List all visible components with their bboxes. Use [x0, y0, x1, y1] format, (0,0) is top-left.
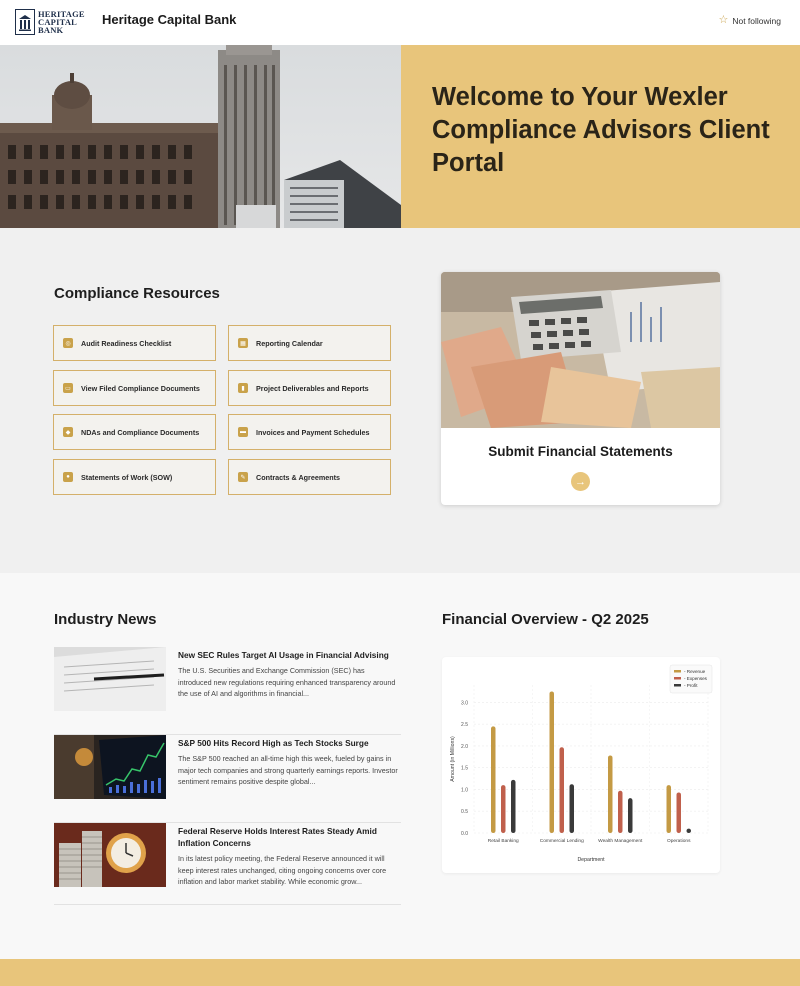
- news-item[interactable]: [54, 823, 401, 905]
- logo-line-1: HERITAGE: [38, 9, 85, 19]
- bar-profit: [570, 784, 575, 833]
- news-item[interactable]: [54, 735, 401, 823]
- news-title: Industry News: [54, 611, 157, 628]
- resource-label: Invoices and Payment Schedules: [256, 427, 370, 437]
- site-title: Heritage Capital Bank: [102, 12, 237, 27]
- legend-label: - Expenses: [684, 676, 707, 681]
- y-tick-label: 3.0: [461, 700, 468, 707]
- logo-wordmark: [38, 10, 85, 34]
- search-doc-icon: ◎: [63, 338, 73, 348]
- compliance-resources-section: [0, 228, 800, 573]
- shield-icon: ◆: [63, 427, 73, 437]
- bar-revenue: [491, 726, 496, 833]
- y-tick-label: 2.5: [461, 722, 468, 729]
- logo-line-2: CAPITAL: [38, 17, 78, 27]
- y-axis-label: Amount (in Millions): [450, 736, 456, 782]
- resource-contracts-and-agreements[interactable]: [228, 459, 391, 495]
- news-item[interactable]: [54, 647, 401, 735]
- financial-overview-chart: [442, 657, 720, 873]
- resource-invoices-and-payment-schedules[interactable]: [228, 414, 391, 450]
- resources-title: Compliance Resources: [54, 285, 220, 302]
- y-tick-label: 1.0: [461, 787, 468, 794]
- calculator-and-money-image: [441, 272, 720, 428]
- legend-swatch: [674, 670, 681, 673]
- bar-profit: [687, 829, 692, 833]
- star-outline-icon: ☆: [718, 14, 729, 26]
- news-headline[interactable]: Federal Reserve Holds Interest Rates Steady Amid Inflation Concerns: [178, 826, 377, 848]
- resource-view-filed-compliance-documents[interactable]: [53, 370, 216, 406]
- resource-label: Contracts & Agreements: [256, 472, 341, 482]
- bank-logo[interactable]: [15, 7, 87, 37]
- bar-revenue: [608, 756, 613, 833]
- x-tick-label: Retail Banking: [487, 839, 519, 844]
- calendar-icon: ▦: [238, 338, 248, 348]
- resource-reporting-calendar[interactable]: [228, 325, 391, 361]
- news-excerpt: The S&P 500 reached an all-time high this week, fueled by gains in major tech companies and strong quarterly earnings reports. Investor sentiment remains positive despite global...: [178, 754, 398, 787]
- resource-label: Project Deliverables and Reports: [256, 383, 369, 393]
- financial-overview-title: Financial Overview - Q2 2025: [442, 611, 649, 628]
- edit-icon: ✎: [238, 472, 248, 482]
- x-axis-label: Department: [577, 857, 605, 863]
- news-and-overview-section: [0, 573, 800, 959]
- submit-financial-statements-card[interactable]: [441, 272, 720, 505]
- resource-label: View Filed Compliance Documents: [81, 383, 200, 393]
- hero-title-panel: [401, 45, 800, 228]
- resource-label: NDAs and Compliance Documents: [81, 427, 200, 437]
- hero-title: Welcome to Your Wexler Compliance Advisors Client Portal: [432, 83, 770, 177]
- y-tick-label: 1.5: [461, 765, 468, 772]
- follow-label: Not following: [732, 15, 781, 26]
- legend-label: - Revenue: [684, 669, 706, 674]
- bar-revenue: [667, 785, 672, 833]
- signing-document-image: [54, 647, 166, 711]
- city-buildings-image: [0, 45, 401, 228]
- card-title: Submit Financial Statements: [488, 444, 673, 459]
- bar-expenses: [560, 747, 565, 833]
- resource-project-deliverables[interactable]: [228, 370, 391, 406]
- news-headline[interactable]: New SEC Rules Target AI Usage in Financial Advising: [178, 650, 389, 660]
- bar-expenses: [501, 785, 506, 833]
- logo-line-3: BANK: [38, 25, 64, 35]
- y-tick-label: 0.5: [461, 809, 468, 816]
- news-excerpt: In its latest policy meeting, the Federal Reserve announced it will keep interest rates unchanged, citing ongoing concerns over core inflation and labor market stability. While economic grow...: [178, 854, 387, 887]
- legend-label: - Profit: [684, 683, 698, 688]
- wallet-icon: ▬: [240, 429, 246, 435]
- x-tick-label: Operations: [667, 839, 691, 844]
- follow-button[interactable]: [718, 15, 781, 26]
- chart-icon: ▮: [238, 383, 248, 393]
- bar-profit: [511, 780, 516, 833]
- bar-expenses: [677, 793, 682, 833]
- bar-profit: [628, 798, 633, 833]
- legend-swatch: [674, 677, 681, 680]
- resource-label: Reporting Calendar: [256, 338, 323, 348]
- resource-statements-of-work[interactable]: [53, 459, 216, 495]
- footer-bar: [0, 959, 800, 986]
- bar-expenses: [618, 791, 623, 833]
- legend-swatch: [674, 684, 681, 687]
- hero-banner: [0, 45, 800, 228]
- bar-revenue: [550, 692, 555, 833]
- arrow-right-icon[interactable]: →: [571, 472, 590, 491]
- resource-label: Statements of Work (SOW): [81, 472, 173, 482]
- top-header: [0, 0, 800, 45]
- resource-ndas-and-compliance-documents[interactable]: [53, 414, 216, 450]
- folder-icon: ▭: [63, 383, 73, 393]
- y-tick-label: 2.0: [461, 743, 468, 750]
- x-tick-label: Commercial Lending: [539, 839, 584, 844]
- document-icon: ●: [63, 472, 73, 482]
- y-tick-label: 0.0: [461, 831, 468, 837]
- bank-building-icon: [15, 9, 35, 35]
- bar-chart: [442, 657, 720, 873]
- stock-market-screen-image: [54, 735, 166, 799]
- resource-label: Audit Readiness Checklist: [81, 338, 172, 348]
- coins-and-clock-image: [54, 823, 166, 887]
- news-headline[interactable]: S&P 500 Hits Record High as Tech Stocks Surge: [178, 738, 369, 748]
- news-excerpt: The U.S. Securities and Exchange Commission (SEC) has introduced new regulations requiring enhanced transparency around the use of AI and algorithms in financial...: [178, 666, 396, 699]
- x-tick-label: Wealth Management: [598, 839, 643, 844]
- resource-audit-readiness-checklist[interactable]: [53, 325, 216, 361]
